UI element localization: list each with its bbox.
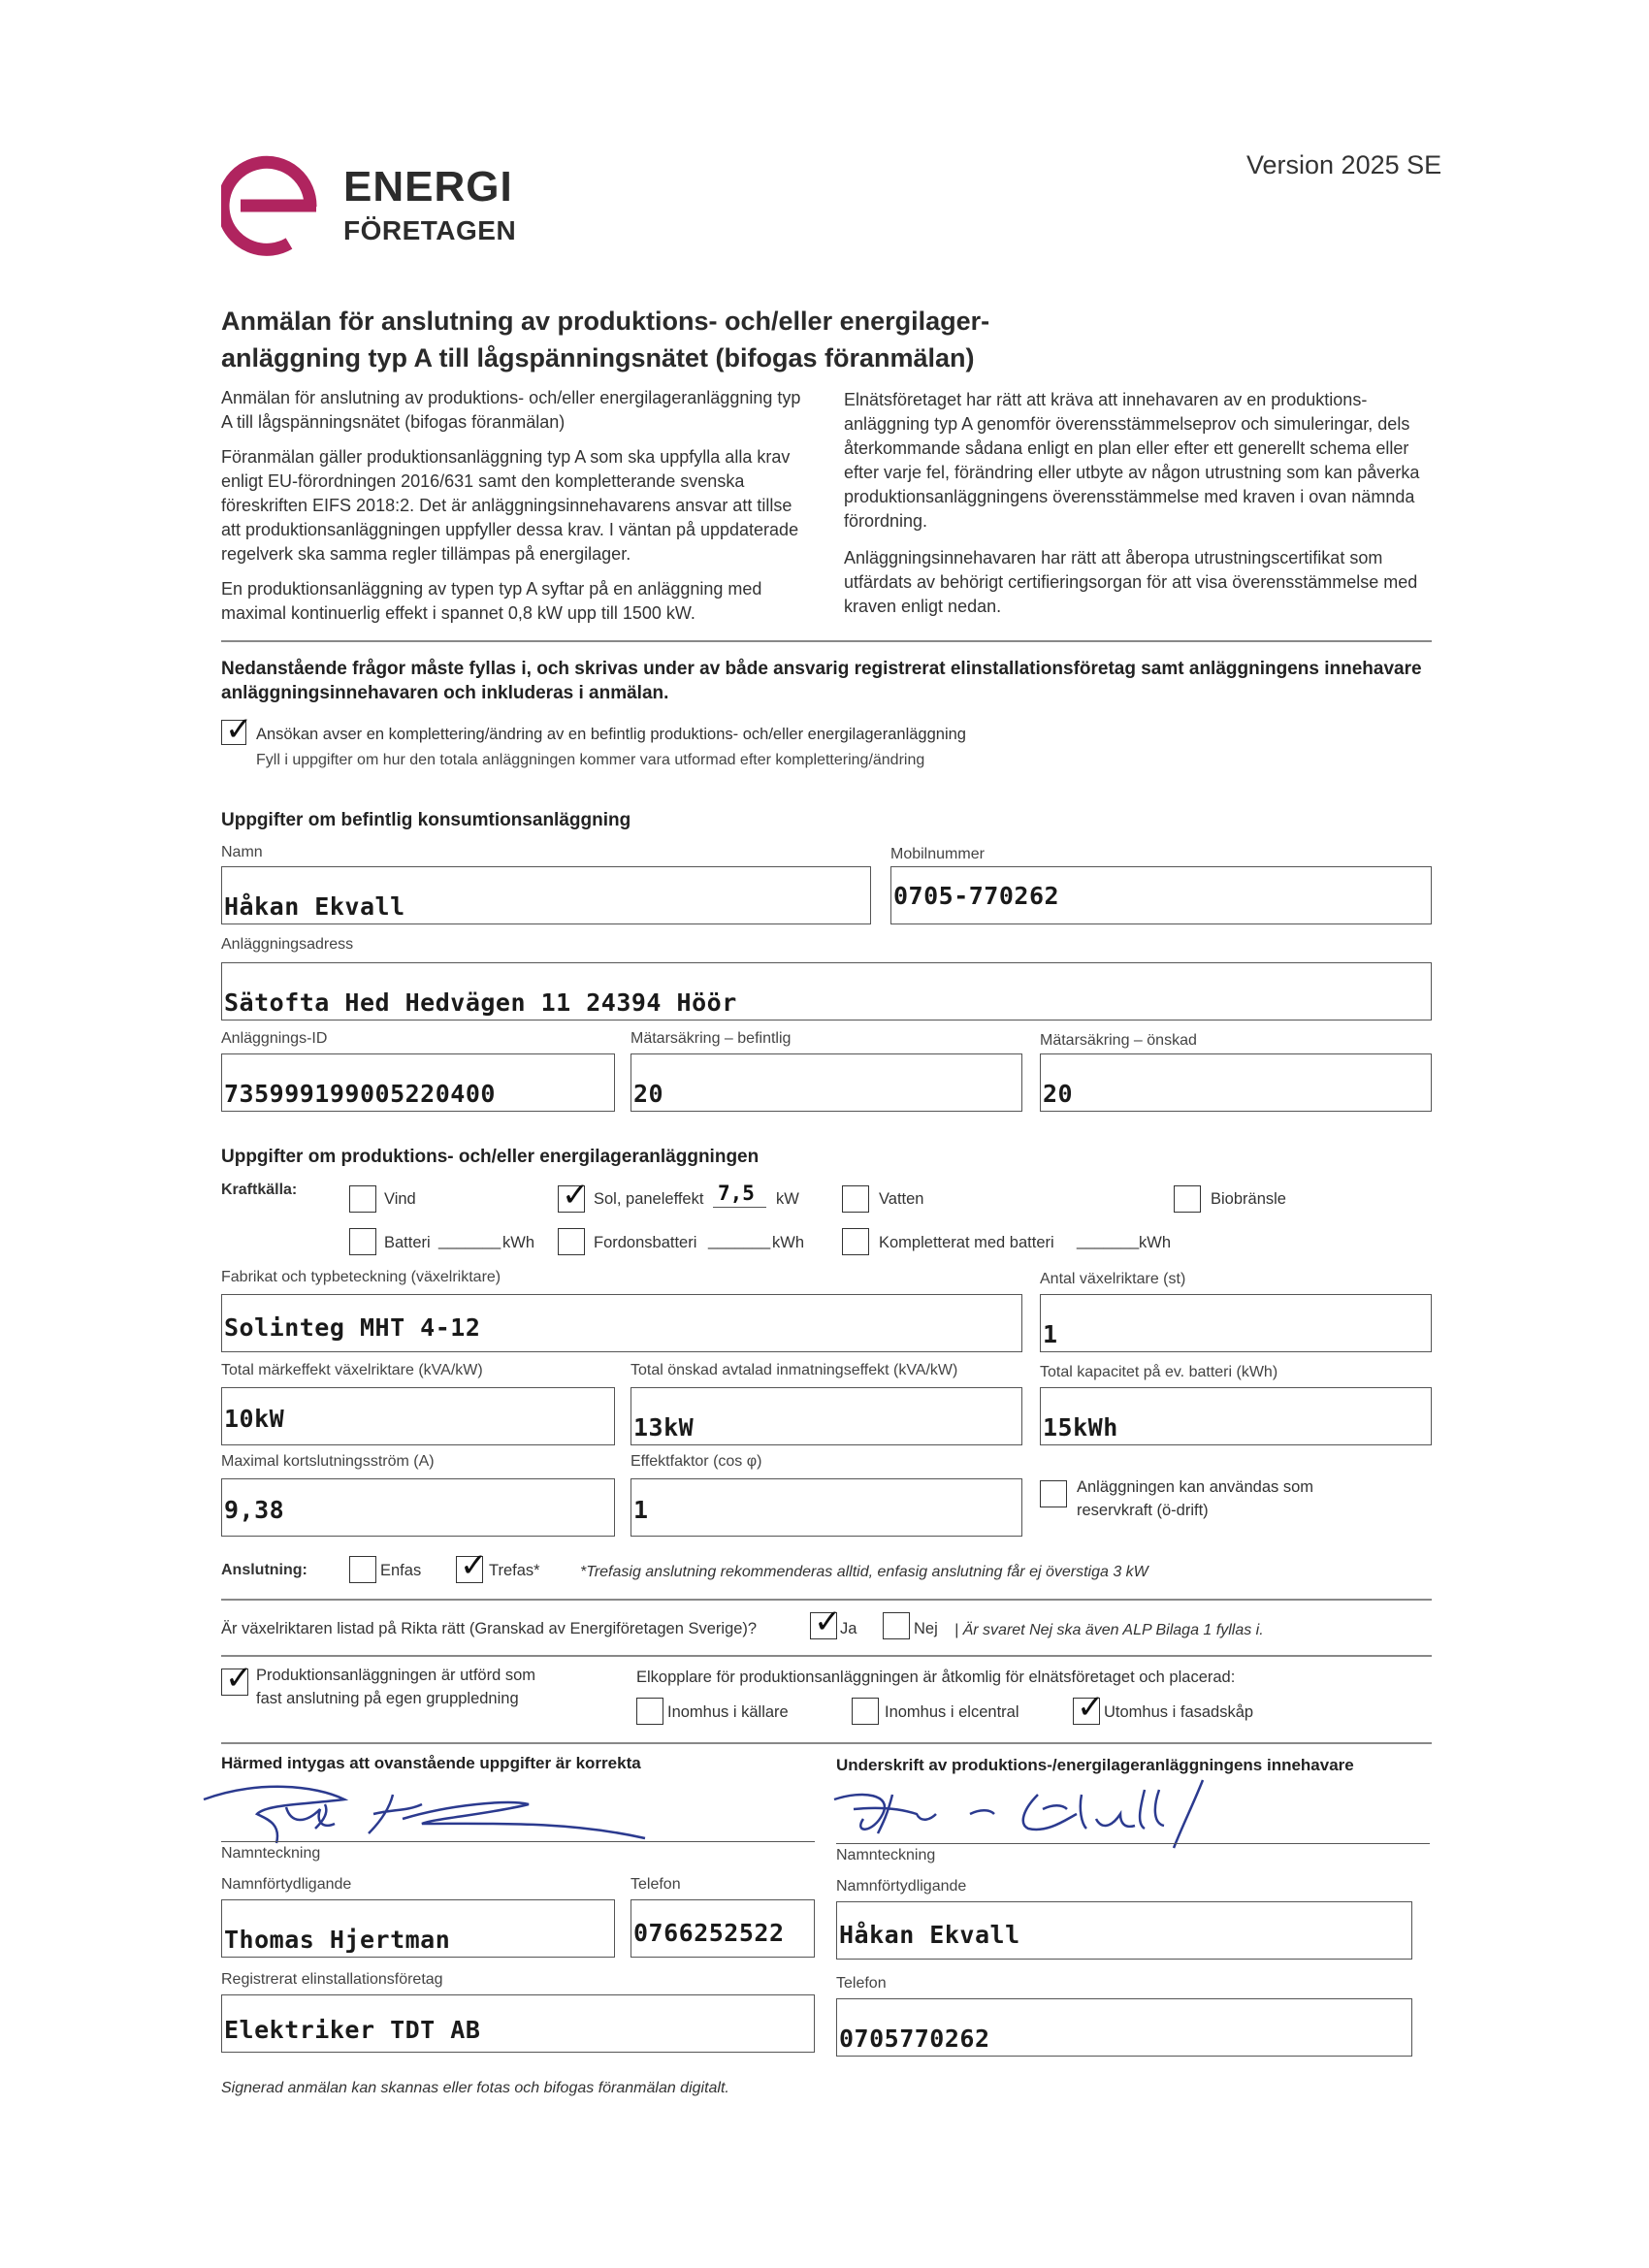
batteri-unit: kWh (502, 1234, 534, 1251)
company-label: Registrerat elinstallationsföretag (221, 1971, 443, 1988)
fixed-connection-checkbox[interactable] (221, 1660, 253, 1697)
intro-left-p2: Föranmälan gäller produktionsanläggning typ A som ska uppfylla alla krav enligt EU-förordningen 2016/631 samt den kompletterande svenska föreskriften EIFS 2018:2. Det är anläggningsinnehavarens ansvar att tillse att produktionsanläggningen uppfyller dessa krav. I väntan på uppdaterade regelverk ska samma regler tillämpas på energilager. (221, 447, 799, 564)
version-label: Version 2025 SE (1246, 150, 1442, 179)
checkmark-icon: ✓ (460, 1547, 488, 1584)
komplett-blank[interactable]: _______ (1077, 1232, 1140, 1249)
production-heading: Uppgifter om produktions- och/eller energilageranläggningen (221, 1147, 760, 1167)
facility-id-field[interactable] (221, 1053, 615, 1112)
sol-effect-value[interactable]: 7,5 (718, 1182, 755, 1205)
reserve-power-label-2: reservkraft (ö-drift) (1077, 1502, 1209, 1519)
mobile-field[interactable] (890, 866, 1432, 924)
intro-left-p3: En produktionsanläggning av typen typ A syftar på en anläggning med maximal kontinuerlig effekt i spannet 0,8 kW upp till 1500 kW. (221, 579, 762, 623)
installer-signature-heading: Härmed intygas att ovanstående uppgifter är korrekta (221, 1754, 641, 1772)
owner-phone-value: 0705770262 (839, 2025, 990, 2053)
vind-label: Vind (384, 1190, 416, 1208)
installer-phone-value: 0766252522 (633, 1919, 785, 1947)
company-field[interactable] (221, 1994, 815, 2053)
vatten-checkbox[interactable] (842, 1185, 869, 1213)
feed-power-field[interactable] (630, 1387, 1022, 1445)
battery-capacity-field[interactable] (1040, 1387, 1432, 1445)
switch-question: Elkopplare för produktionsanläggningen är åtkomlig för elnätsföretaget och placerad: (636, 1669, 1236, 1686)
batteri-blank[interactable]: _______ (438, 1232, 501, 1249)
feed-power-label: Total önskad avtalad inmatningseffekt (kVA/kW) (630, 1362, 958, 1378)
energiforetagen-logo-icon (221, 150, 328, 257)
trefas-checkbox[interactable] (456, 1547, 488, 1584)
owner-name-label: Namnförtydligande (836, 1878, 967, 1895)
checkmark-icon: ✓ (562, 1177, 590, 1214)
fordon-unit: kWh (772, 1234, 804, 1251)
reserve-power-label-1: Anläggningen kan användas som (1077, 1478, 1314, 1496)
instruction-text: Nedanstående frågor måste fyllas i, och skrivas under av både ansvarig registrerat elinstallationsföretag samt anläggningens innehavare anläggningsinnehavaren och inkluderas i anmälan. (221, 659, 1422, 703)
inverter-label: Fabrikat och typbeteckning (växelriktare) (221, 1269, 501, 1285)
switch-central-checkbox[interactable] (852, 1698, 879, 1725)
installer-name-field[interactable] (221, 1899, 615, 1958)
rikta-nej-checkbox[interactable] (883, 1612, 910, 1639)
intro-left-p1: Anmälan för anslutning av produktions- och/eller energilageranläggning typ A till lågspänningsnätet (bifogas föranmälan) (221, 388, 801, 432)
fixed-connection-label-1: Produktionsanläggningen är utförd som (256, 1667, 536, 1684)
owner-signature-line[interactable] (836, 1843, 1430, 1844)
switch-central-label: Inomhus i elcentral (885, 1703, 1019, 1721)
total-power-field[interactable] (221, 1387, 615, 1445)
checkmark-icon: ✓ (814, 1604, 842, 1640)
power-factor-field[interactable] (630, 1478, 1022, 1537)
owner-phone-label: Telefon (836, 1975, 887, 1992)
document-title: Anmälan för anslutning av produktions- och/eller energilager-anläggning typ A till lågspänningsnätet (bifogas föranmälan) (221, 307, 990, 373)
total-power-value: 10kW (224, 1405, 285, 1433)
divider (221, 1655, 1432, 1657)
fuse-wanted-label: Mätarsäkring – önskad (1040, 1032, 1197, 1049)
rikta-question: Är växelriktaren listad på Rikta rätt (Granskad av Energiföretagen Sverige)? (221, 1620, 758, 1637)
inverter-count-value: 1 (1043, 1320, 1058, 1348)
amendment-label: Ansökan avser en komplettering/ändring av en befintlig produktions- och/eller energilageranläggning (256, 726, 966, 743)
inverter-field[interactable] (221, 1294, 1022, 1352)
short-circuit-value: 9,38 (224, 1496, 285, 1524)
fordon-checkbox[interactable] (558, 1228, 585, 1255)
intro-right-p1: Elnätsföretaget har rätt att kräva att innehavaren av en produktions-anläggning typ A genomför överensstämmelseprov och simuleringar, dels återkommande sådana enligt en plan eller efter ett generellt schema eller efter varje fel, förändring eller utbyte av någon utrustning som kan påverka produktionsanläggningens överensstämmelse med kraven i ovan nämnda förordning. (844, 390, 1420, 531)
rikta-nej-label: Nej (914, 1620, 938, 1637)
name-label: Namn (221, 844, 263, 860)
checkmark-icon: ✓ (225, 711, 253, 748)
fuse-current-label: Mätarsäkring – befintlig (630, 1030, 792, 1047)
power-factor-value: 1 (633, 1496, 649, 1524)
fordon-blank[interactable]: _______ (708, 1232, 771, 1249)
facility-id-label: Anläggnings-ID (221, 1030, 328, 1047)
amendment-sublabel: Fyll i uppgifter om hur den totala anläggningen kommer vara utformad efter komplettering/ändring (256, 752, 925, 768)
logo-text-foretagen: FÖRETAGEN (343, 215, 517, 245)
installer-name-value: Thomas Hjertman (224, 1926, 451, 1954)
installer-name-label: Namnförtydligande (221, 1876, 352, 1893)
fuse-wanted-value: 20 (1043, 1080, 1074, 1108)
name-field[interactable] (221, 866, 871, 924)
fuse-current-value: 20 (633, 1080, 664, 1108)
battery-capacity-value: 15kWh (1043, 1413, 1118, 1442)
intro-right-p2: Anläggningsinnehavaren har rätt att åberopa utrustningscertifikat som utfärdats av behörigt certifieringsorgan för att visa överensstämmelse med kraven enligt nedan. (844, 548, 1418, 616)
address-label: Anläggningsadress (221, 936, 354, 953)
owner-name-value: Håkan Ekvall (839, 1921, 1020, 1949)
installer-signature-label: Namnteckning (221, 1845, 321, 1862)
rikta-note: | Är svaret Nej ska även ALP Bilaga 1 fyllas i. (954, 1622, 1264, 1638)
komplett-unit: kWh (1139, 1234, 1171, 1251)
inverter-count-field[interactable] (1040, 1294, 1432, 1352)
logo-text-energi: ENERGI (343, 163, 513, 211)
feed-power-value: 13kW (633, 1413, 695, 1442)
mobile-label: Mobilnummer (890, 846, 985, 862)
enfas-checkbox[interactable] (349, 1556, 376, 1583)
divider (221, 1599, 1432, 1601)
facility-id-value: 735999199005220400 (224, 1080, 496, 1108)
bio-checkbox[interactable] (1174, 1185, 1201, 1213)
enfas-label: Enfas (380, 1562, 422, 1579)
divider (221, 1742, 1432, 1744)
installer-signature-line[interactable] (221, 1841, 815, 1842)
switch-basement-label: Inomhus i källare (667, 1703, 789, 1721)
fordon-label: Fordonsbatteri (594, 1234, 697, 1251)
bio-label: Biobränsle (1211, 1190, 1286, 1208)
batteri-checkbox[interactable] (349, 1228, 376, 1255)
connection-label: Anslutning: (221, 1562, 307, 1578)
footer-note: Signerad anmälan kan skannas eller fotas och bifogas föranmälan digitalt. (221, 2080, 729, 2096)
consumption-heading: Uppgifter om befintlig konsumtionsanläggning (221, 810, 631, 830)
owner-name-field[interactable] (836, 1901, 1412, 1960)
sol-unit: kW (776, 1190, 799, 1208)
mobile-value: 0705-770262 (893, 882, 1060, 910)
power-factor-label: Effektfaktor (cos φ) (630, 1453, 762, 1470)
battery-capacity-label: Total kapacitet på ev. batteri (kWh) (1040, 1364, 1278, 1380)
company-value: Elektriker TDT AB (224, 2016, 481, 2044)
address-value: Sätofta Hed Hedvägen 11 24394 Höör (224, 988, 737, 1017)
owner-signature-icon (824, 1766, 1290, 1853)
vind-checkbox[interactable] (349, 1185, 376, 1213)
switch-facade-label: Utomhus i fasadskåp (1104, 1703, 1254, 1721)
source-label: Kraftkälla: (221, 1182, 298, 1198)
connection-note: *Trefasig anslutning rekommenderas alltid, enfasig anslutning får ej överstiga 3 kW (580, 1564, 1148, 1580)
fuse-current-field[interactable] (630, 1053, 1022, 1112)
total-power-label: Total märkeffekt växelriktare (kVA/kW) (221, 1362, 483, 1378)
owner-signature-label: Namnteckning (836, 1847, 936, 1863)
switch-facade-checkbox[interactable] (1073, 1689, 1105, 1726)
sol-effect-underline (713, 1207, 766, 1208)
owner-phone-field[interactable] (836, 1998, 1412, 2057)
komplett-checkbox[interactable] (842, 1228, 869, 1255)
installer-phone-field[interactable] (630, 1899, 815, 1958)
inverter-count-label: Antal växelriktare (st) (1040, 1271, 1186, 1287)
owner-signature-heading: Underskrift av produktions-/energilageranläggningens innehavare (836, 1756, 1354, 1774)
amendment-checkbox[interactable] (221, 711, 253, 748)
address-field[interactable] (221, 962, 1432, 1021)
checkmark-icon: ✓ (225, 1660, 253, 1697)
switch-basement-checkbox[interactable] (636, 1698, 663, 1725)
divider (221, 640, 1432, 642)
short-circuit-label: Maximal kortslutningsström (A) (221, 1453, 435, 1470)
short-circuit-field[interactable] (221, 1478, 615, 1537)
rikta-ja-label: Ja (840, 1620, 857, 1637)
name-value: Håkan Ekvall (224, 892, 405, 921)
rikta-ja-checkbox[interactable] (810, 1604, 842, 1640)
batteri-label: Batteri (384, 1234, 431, 1251)
trefas-label: Trefas* (489, 1562, 540, 1579)
sol-checkbox[interactable] (558, 1177, 590, 1214)
sol-label: Sol, paneleffekt (594, 1190, 704, 1208)
checkmark-icon: ✓ (1077, 1689, 1105, 1726)
reserve-power-checkbox[interactable] (1040, 1480, 1067, 1507)
komplett-label: Kompletterat med batteri (879, 1234, 1054, 1251)
installer-phone-label: Telefon (630, 1876, 681, 1893)
fuse-wanted-field[interactable] (1040, 1053, 1432, 1112)
inverter-value: Solinteg MHT 4-12 (224, 1313, 481, 1342)
installer-signature-icon (199, 1770, 703, 1848)
fixed-connection-label-2: fast anslutning på egen gruppledning (256, 1690, 519, 1707)
vatten-label: Vatten (879, 1190, 924, 1208)
